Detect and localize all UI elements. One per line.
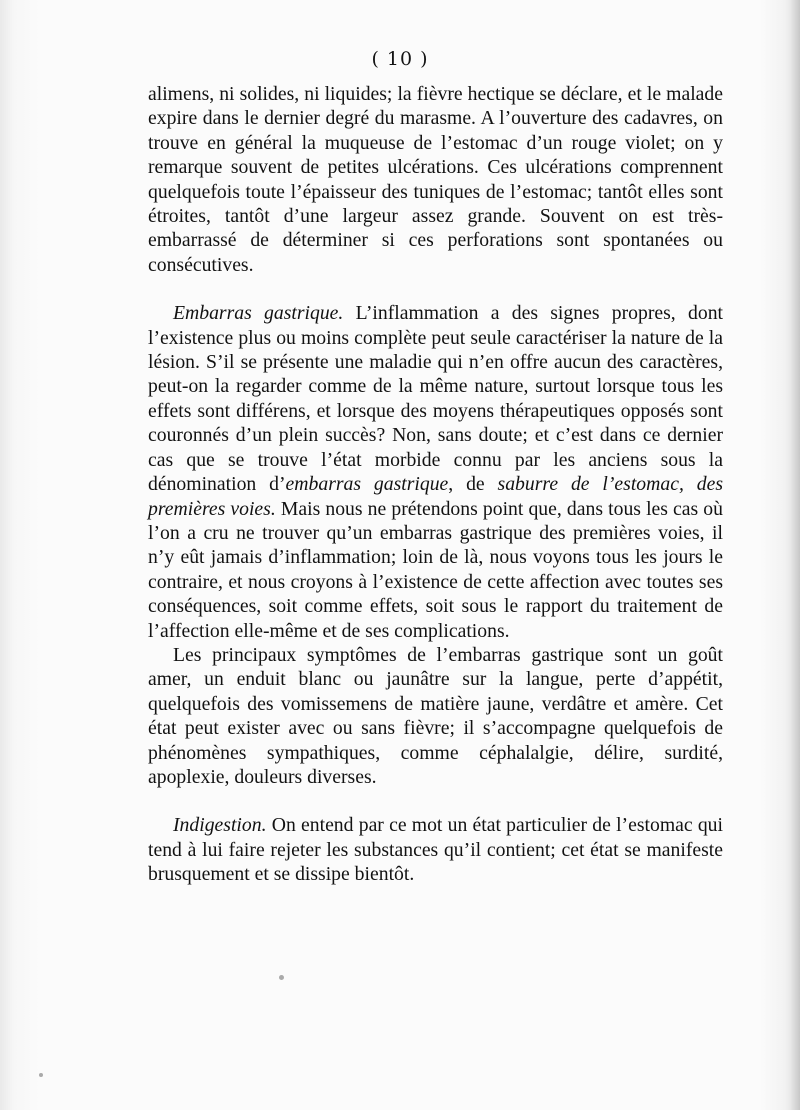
paragraph-1-text: alimens, ni solides, ni liquides; la fièvre hectique se déclare, et le malade expire dans le dernier degré du marasme. A l’ouverture des cadavres, on trouve en général la muqueuse de l’estomac d’un rouge violet; on y remarque souvent de petites ulcérations. Ces ulcérations comprennent quelquefois toute l’épaisseur des tuniques de l’estomac; tantôt elles sont étroites, tantôt d’une largeur assez grande. Souvent on est très-embarrassé de déterminer si ces perforations sont spontanées ou consécutives. <box>148 83 723 276</box>
section-heading-indigestion: Indigestion. <box>173 814 267 837</box>
paragraph-1 <box>148 82 723 277</box>
section-heading-embarras-gastrique: Embarras gastrique. <box>173 302 344 325</box>
italic-term-saburre: saburre de l’estomac, des premières voies. <box>148 473 723 520</box>
paragraph-gap <box>148 277 723 301</box>
paragraph-3-text: Les principaux symptômes de l’embarras gastrique sont un goût amer, un enduit blanc ou jaunâtre sur la langue, perte d’appétit, quelquefois des vomissemens de matière jaune, verdâtre et amère. Cet état peut exister avec ou sans fièvre; il s’accompagne quelquefois de phénomènes sympathiques, comme céphalalgie, délire, surdité, apoplexie, douleurs diverses. <box>148 643 723 788</box>
paragraph-2-text-part-3: Mais nous ne prétendons point que, dans tous les cas où l’on a cru ne trouver qu’un embarras gastrique des premières voies, il n’y eût jamais d’inflammation; loin de là, nous voyons tous les jours le contraire, et nous croyons à l’existence de cette affection avec toutes ses conséquences, soit comme effets, soit sous le rapport du traitement de l’affection elle-même et de ses complications. <box>148 497 723 642</box>
paragraph-4-text: On entend par ce mot un état particulier de l’estomac qui tend à lui faire rejeter les substances qu’il contient; cet état se manifeste brusquement et se dissipe bientôt. <box>148 814 723 886</box>
paragraph-4 <box>148 813 723 886</box>
paragraph-2-text-part-2: , de <box>448 473 498 496</box>
paragraph-gap <box>148 789 723 813</box>
paragraph-2-text-part-1: L’inflammation a des signes propres, dont l’existence plus ou moins complète peut seule caractériser la nature de la lésion. S’il se présente une maladie qui n’en offre aucun des caractères, peut-on la regarder comme de la même nature, surtout lorsque tous les effets sont différens, et lorsque des moyens thérapeutiques opposés sont couronnés d’un plein succès? Non, sans doute; et c’est dans ce dernier cas que se trouve l’état morbide connu par les anciens sous la dénomination d’ <box>148 302 724 496</box>
paper-speck <box>39 1073 43 1077</box>
paper-speck <box>279 975 284 980</box>
paragraph-3 <box>148 643 723 789</box>
page-body <box>148 82 723 887</box>
paragraph-2 <box>148 301 723 643</box>
italic-term-embarras-gastrique: embarras gastrique <box>285 473 449 496</box>
page-number: ( 10 ) <box>371 48 429 70</box>
